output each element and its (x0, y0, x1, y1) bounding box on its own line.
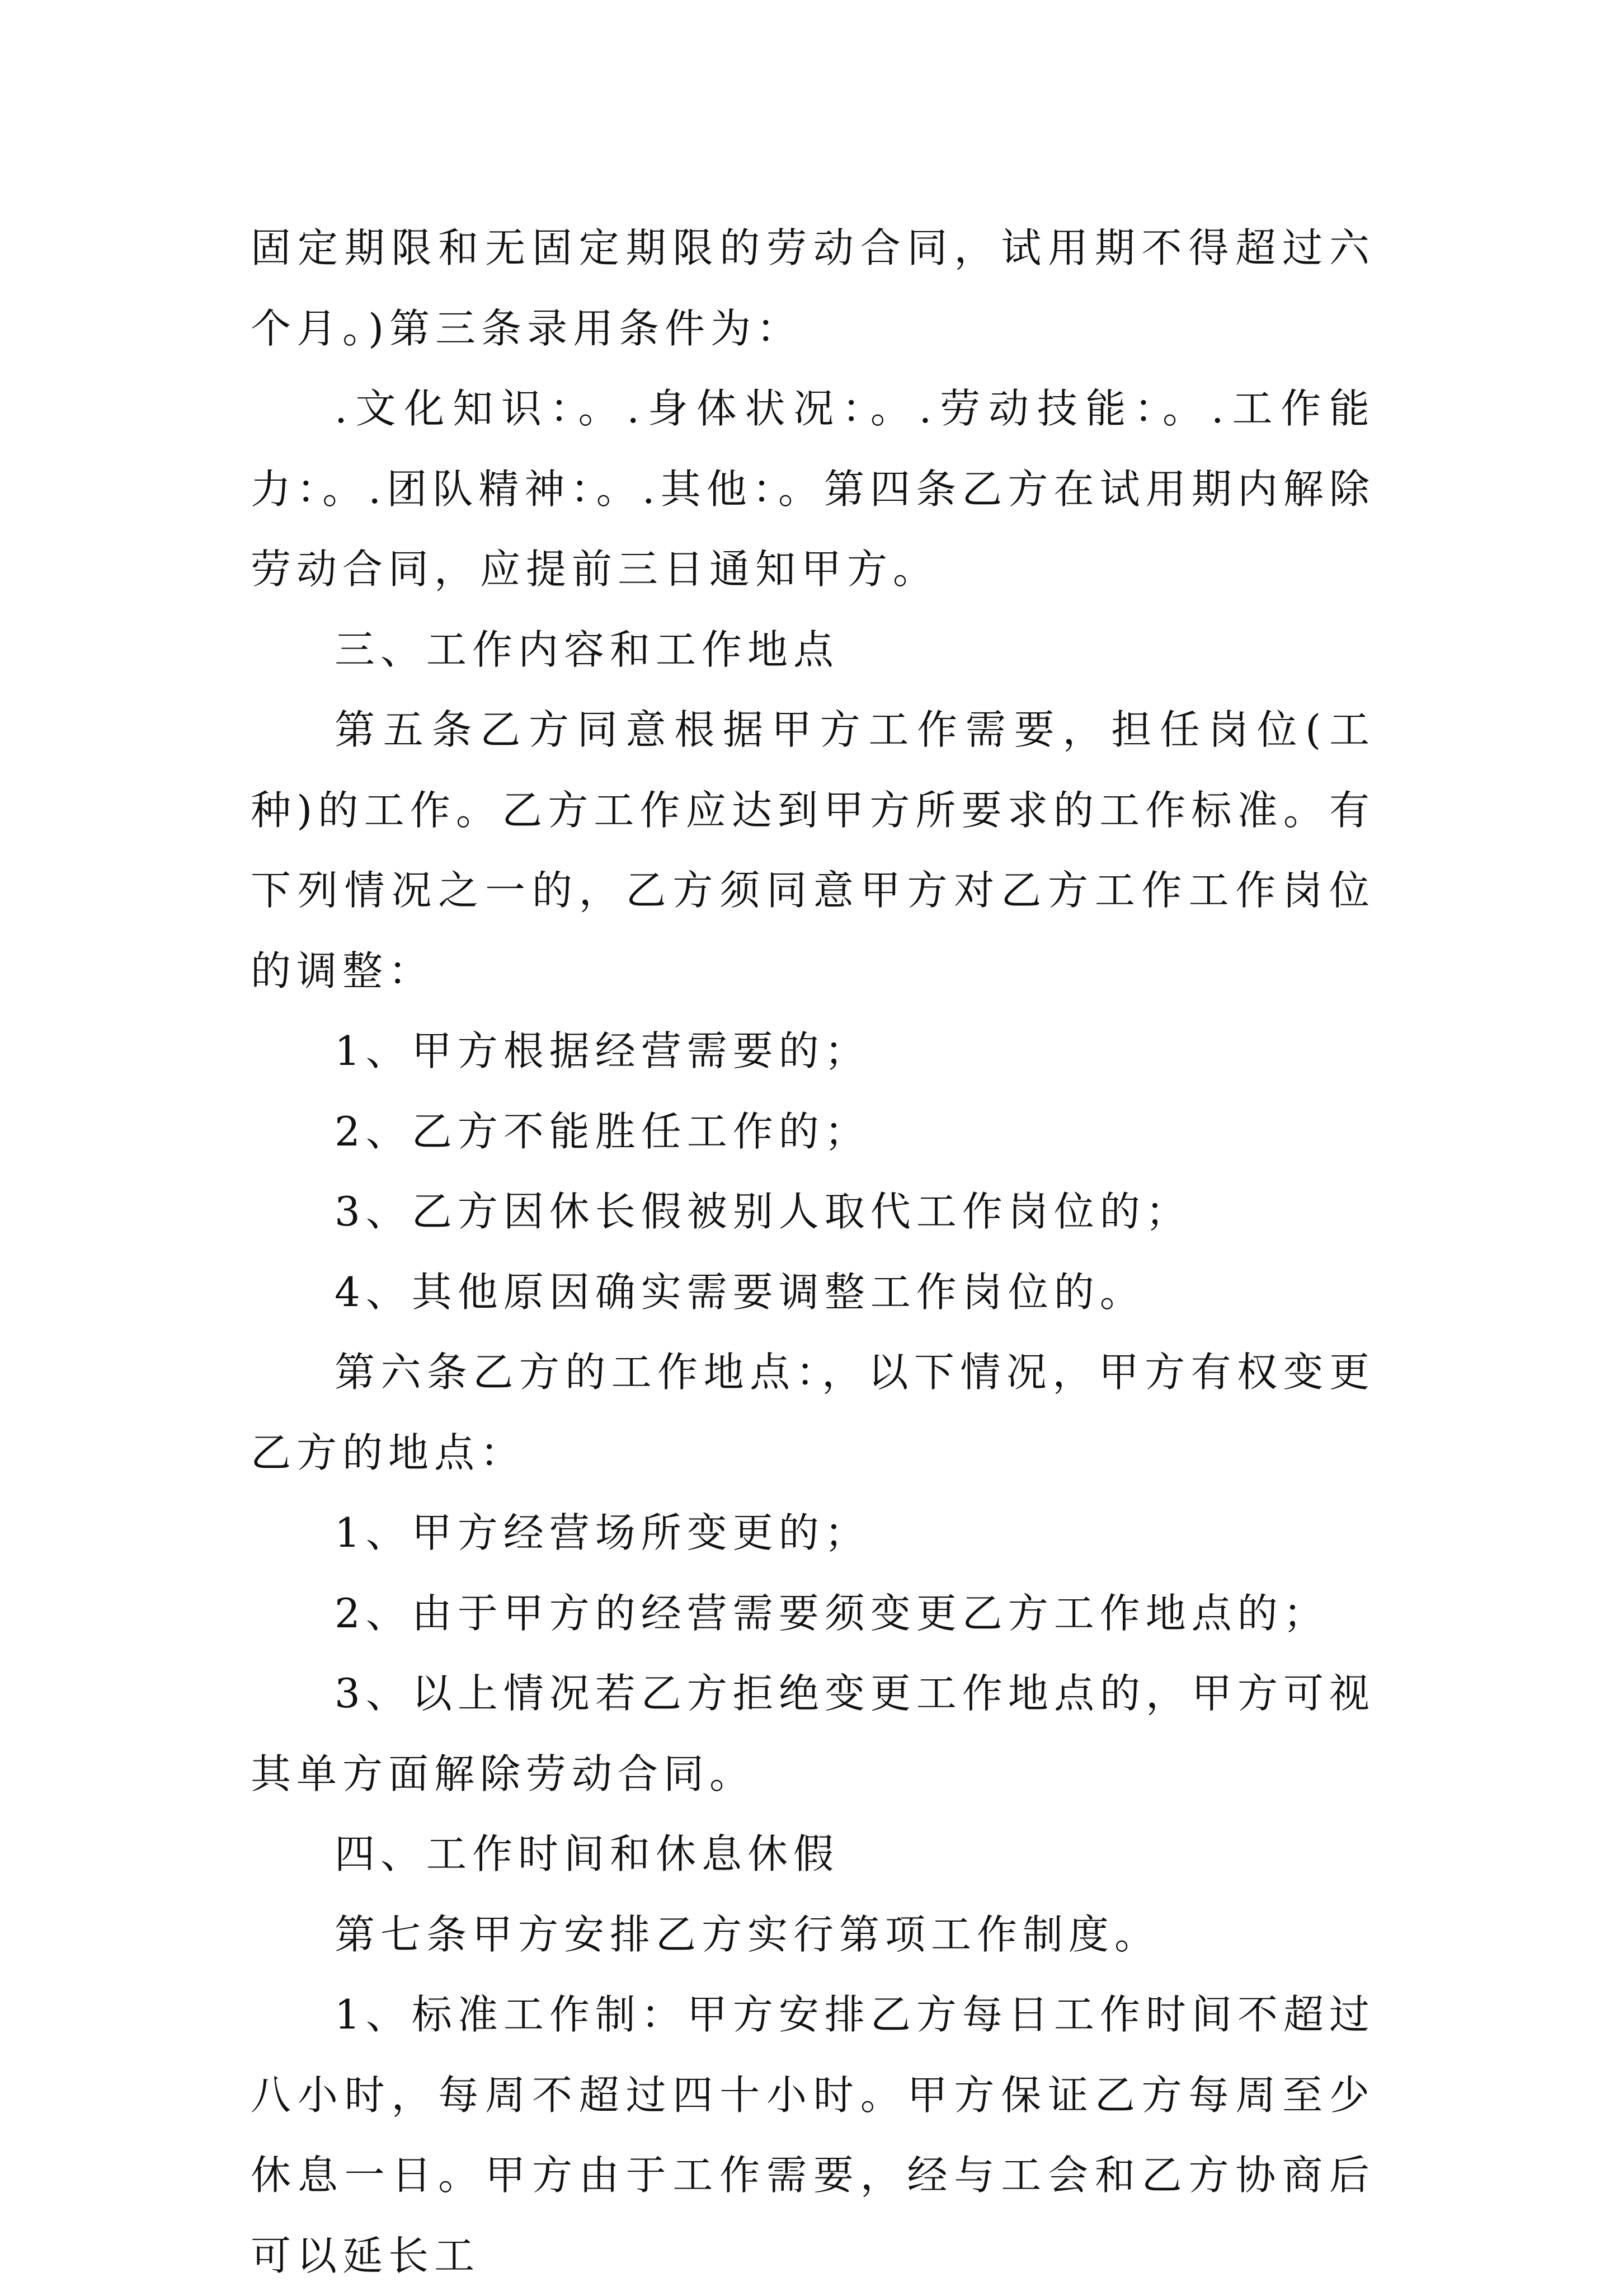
list-item: 3、乙方因休长假被别人取代工作岗位的； (335, 1188, 1192, 1235)
list-item: 2、乙方不能胜任工作的； (335, 1107, 870, 1155)
list-item: 3、以上情况若乙方拒绝变更工作地点的，甲方可视其单方面解除劳动合同。 (251, 1670, 1375, 1797)
section-heading: 四、工作时间和休息休假 (335, 1830, 840, 1877)
paragraph: .文化知识：。.身体状况：。.劳动技能：。.工作能力：。.团队精神：。.其他：。第四条乙方在试用期内解除劳动合同，应提前三日通知甲方。 (251, 385, 1375, 593)
section-heading: 三、工作内容和工作地点 (335, 626, 840, 673)
list-item: 2、由于甲方的经营需要须变更乙方工作地点的； (335, 1589, 1329, 1637)
list-item: 1、标准工作制：甲方安排乙方每日工作时间不超过八小时，每周不超过四十小时。甲方保证乙方每周至少休息一日。甲方由于工作需要，经与工会和乙方协商后可以延长工 (251, 1991, 1375, 2279)
document-body (251, 208, 1375, 2296)
paragraph: 固定期限和无固定期限的劳动合同，试用期不得超过六个月。)第三条录用条件为： (251, 224, 1375, 352)
list-item: 1、甲方根据经营需要的； (335, 1027, 870, 1074)
paragraph: 第六条乙方的工作地点：，以下情况，甲方有权变更乙方的地点： (251, 1349, 1375, 1476)
paragraph: 第七条甲方安排乙方实行第项工作制度。 (335, 1910, 1161, 1958)
list-item: 1、甲方经营场所变更的； (335, 1509, 870, 1556)
list-item: 4、其他原因确实需要调整工作岗位的。 (335, 1268, 1146, 1316)
paragraph: 第五条乙方同意根据甲方工作需要，担任岗位(工种)的工作。乙方工作应达到甲方所要求的工作标准。有下列情况之一的，乙方须同意甲方对乙方工作工作岗位的调整： (251, 706, 1375, 994)
